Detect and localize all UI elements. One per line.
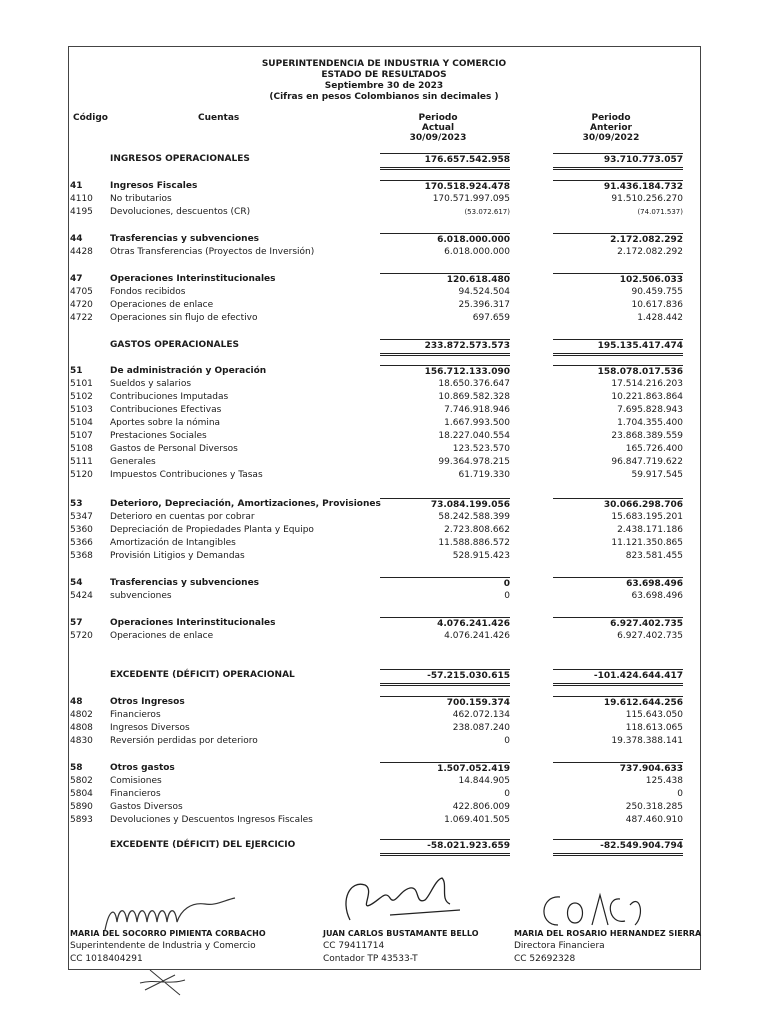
previous-value: 19.378.388.141 xyxy=(611,736,683,746)
previous-value: 63.698.496 xyxy=(553,577,683,591)
signer-1-role: Superintendente de Industria y Comercio xyxy=(70,941,256,951)
group-row xyxy=(70,577,685,590)
previous-value: 17.514.216.203 xyxy=(611,379,683,389)
current-value: 0 xyxy=(504,591,510,601)
account-name: Contribuciones Imputadas xyxy=(110,392,229,402)
table-row xyxy=(70,722,685,735)
account-code: 44 xyxy=(70,234,83,244)
account-name: Impuestos Contribuciones y Tasas xyxy=(110,470,263,480)
table-row xyxy=(70,404,685,417)
group-row xyxy=(70,498,685,511)
current-value: 176.657.542.958 xyxy=(380,153,510,170)
table-row xyxy=(70,430,685,443)
current-value: 10.869.582.328 xyxy=(438,392,510,402)
signature-block-2 xyxy=(323,927,479,966)
account-name: Operaciones sin flujo de efectivo xyxy=(110,313,258,323)
current-value: 1.667.993.500 xyxy=(444,418,510,428)
signer-2-name: JUAN CARLOS BUSTAMANTE BELLO xyxy=(323,929,479,938)
signer-1-id: CC 1018404291 xyxy=(70,954,143,964)
previous-value: 30.066.298.706 xyxy=(553,498,683,512)
table-row xyxy=(70,312,685,325)
current-value: 0 xyxy=(504,736,510,746)
current-value: 4.076.241.426 xyxy=(380,617,510,631)
group-row xyxy=(70,273,685,286)
account-name: Provisión Litigios y Demandas xyxy=(110,551,245,561)
table-row xyxy=(70,417,685,430)
col-current xyxy=(393,113,483,143)
previous-value: 23.868.389.559 xyxy=(611,431,683,441)
table-row xyxy=(70,801,685,814)
signer-3-id: CC 52692328 xyxy=(514,954,576,964)
col-previous xyxy=(566,113,656,143)
col-current-line3: 30/09/2023 xyxy=(409,133,467,143)
table-row xyxy=(70,378,685,391)
col-current-line2: Actual xyxy=(421,123,455,133)
account-name: Otros gastos xyxy=(110,763,175,773)
current-value: 422.806.009 xyxy=(452,802,510,812)
account-code: 4808 xyxy=(70,723,93,733)
current-value: -58.021.923.659 xyxy=(380,839,510,856)
current-value: 238.087.240 xyxy=(452,723,510,733)
account-code: 58 xyxy=(70,763,83,773)
account-code: 5893 xyxy=(70,815,93,825)
table-row xyxy=(70,193,685,206)
current-value: 61.719.330 xyxy=(458,470,510,480)
account-name: Operaciones Interinstitucionales xyxy=(110,274,276,284)
col-previous-line3: 30/09/2022 xyxy=(582,133,640,143)
account-name: Fondos recibidos xyxy=(110,287,186,297)
col-accounts: Cuentas xyxy=(198,113,240,123)
previous-value: 125.438 xyxy=(645,776,683,786)
account-name: Prestaciones Sociales xyxy=(110,431,207,441)
previous-value: 250.318.285 xyxy=(625,802,683,812)
account-name: Trasferencias y subvenciones xyxy=(110,578,260,588)
current-value: 14.844.905 xyxy=(458,776,510,786)
previous-value: 823.581.455 xyxy=(625,551,683,561)
previous-value: 118.613.065 xyxy=(625,723,683,733)
current-value: 120.618.480 xyxy=(380,273,510,287)
table-row xyxy=(70,299,685,312)
table-row xyxy=(70,511,685,524)
signature-block-1 xyxy=(70,927,266,966)
table-row xyxy=(70,246,685,259)
current-value: 528.915.423 xyxy=(452,551,510,561)
previous-value: 63.698.496 xyxy=(631,591,683,601)
previous-value: 158.078.017.536 xyxy=(553,365,683,379)
account-name: subvenciones xyxy=(110,591,172,601)
previous-value: -82.549.904.794 xyxy=(553,839,683,856)
current-value: 6.018.000.000 xyxy=(444,247,510,257)
previous-value: 165.726.400 xyxy=(625,444,683,454)
previous-value: 10.221.863.864 xyxy=(611,392,683,402)
entity-name: SUPERINTENDENCIA DE INDUSTRIA Y COMERCIO xyxy=(261,59,507,69)
account-name: Financieros xyxy=(110,789,161,799)
group-row xyxy=(70,233,685,246)
previous-value: 15.683.195.201 xyxy=(611,512,683,522)
account-code: 5120 xyxy=(70,470,93,480)
account-code: 54 xyxy=(70,578,83,588)
current-value: 156.712.133.090 xyxy=(380,365,510,379)
table-row xyxy=(70,814,685,827)
previous-value: 102.506.033 xyxy=(553,273,683,287)
group-row xyxy=(70,617,685,630)
current-value: 11.588.886.572 xyxy=(438,538,510,548)
signature-block-3 xyxy=(514,927,701,966)
account-code: 5104 xyxy=(70,418,93,428)
previous-value: -101.424.644.417 xyxy=(553,669,683,686)
statement-date: Septiembre 30 de 2023 xyxy=(324,81,444,91)
account-name: Ingresos Fiscales xyxy=(110,181,198,191)
account-name: Reversión perdidas por deterioro xyxy=(110,736,258,746)
account-name: Trasferencias y subvenciones xyxy=(110,234,260,244)
table-row xyxy=(70,391,685,404)
account-name: Devoluciones y Descuentos Ingresos Fiscales xyxy=(110,815,313,825)
account-code: 5368 xyxy=(70,551,93,561)
current-value: 18.650.376.647 xyxy=(438,379,510,389)
current-value: 0 xyxy=(504,789,510,799)
account-name: Contribuciones Efectivas xyxy=(110,405,222,415)
account-code: 5366 xyxy=(70,538,93,548)
current-value: 123.523.570 xyxy=(452,444,510,454)
table-row xyxy=(70,788,685,801)
account-name: Otros Ingresos xyxy=(110,697,185,707)
table-row xyxy=(70,443,685,456)
current-value: 0 xyxy=(380,577,510,591)
signer-1-name: MARIA DEL SOCORRO PIMIENTA CORBACHO xyxy=(70,929,266,938)
previous-value: 91.436.184.732 xyxy=(553,180,683,194)
account-code: 5802 xyxy=(70,776,93,786)
table-row xyxy=(70,775,685,788)
account-name: Operaciones de enlace xyxy=(110,631,214,641)
current-value: 94.524.504 xyxy=(458,287,510,297)
account-name: Depreciación de Propiedades Planta y Equipo xyxy=(110,525,314,535)
account-code: 4195 xyxy=(70,207,93,217)
total-row xyxy=(70,153,685,166)
account-code: 4802 xyxy=(70,710,93,720)
previous-value: 93.710.773.057 xyxy=(553,153,683,170)
account-code: 5108 xyxy=(70,444,93,454)
account-name: Financieros xyxy=(110,710,161,720)
previous-value: 0 xyxy=(677,789,683,799)
account-code: 5103 xyxy=(70,405,93,415)
current-value: 6.018.000.000 xyxy=(380,233,510,247)
previous-value: 90.459.755 xyxy=(631,287,683,297)
account-name: Deterioro en cuentas por cobrar xyxy=(110,512,255,522)
account-name: EXCEDENTE (DÉFICIT) OPERACIONAL xyxy=(110,670,295,680)
account-code: 4428 xyxy=(70,247,93,257)
account-name: Generales xyxy=(110,457,156,467)
account-code: 51 xyxy=(70,366,83,376)
signer-2-role: CC 79411714 xyxy=(323,941,385,951)
account-code: 5101 xyxy=(70,379,93,389)
previous-value: 10.617.836 xyxy=(631,300,683,310)
col-previous-line1: Periodo xyxy=(591,113,631,123)
current-value: 58.242.588.399 xyxy=(438,512,510,522)
previous-value: 6.927.402.735 xyxy=(553,617,683,631)
table-row xyxy=(70,709,685,722)
previous-value: (74.071.537) xyxy=(637,208,683,216)
account-name: Gastos de Personal Diversos xyxy=(110,444,238,454)
current-value: (53.072.617) xyxy=(464,208,510,216)
current-value: 2.723.808.662 xyxy=(444,525,510,535)
total-row xyxy=(70,339,685,352)
account-code: 4720 xyxy=(70,300,93,310)
total-row xyxy=(70,839,685,852)
account-name: Sueldos y salarios xyxy=(110,379,192,389)
account-code: 48 xyxy=(70,697,83,707)
account-name: Operaciones de enlace xyxy=(110,300,214,310)
table-row xyxy=(70,524,685,537)
account-code: 5890 xyxy=(70,802,93,812)
account-code: 4705 xyxy=(70,287,93,297)
previous-value: 96.847.719.622 xyxy=(611,457,683,467)
account-name: Ingresos Diversos xyxy=(110,723,190,733)
total-row xyxy=(70,669,685,682)
previous-value: 7.695.828.943 xyxy=(617,405,683,415)
account-name: Otras Transferencias (Proyectos de Inversión) xyxy=(110,247,315,257)
signer-3-role: Directora Financiera xyxy=(514,941,605,951)
previous-value: 19.612.644.256 xyxy=(553,696,683,710)
current-value: 25.396.317 xyxy=(458,300,510,310)
previous-value: 91.510.256.270 xyxy=(611,194,683,204)
account-code: 5424 xyxy=(70,591,93,601)
current-value: 18.227.040.554 xyxy=(438,431,510,441)
signature-2-scribble xyxy=(330,870,470,930)
account-name: EXCEDENTE (DÉFICIT) DEL EJERCICIO xyxy=(110,840,296,850)
account-name: De administración y Operación xyxy=(110,366,267,376)
account-code: 47 xyxy=(70,274,83,284)
group-row xyxy=(70,180,685,193)
previous-value: 2.172.082.292 xyxy=(553,233,683,247)
group-row xyxy=(70,365,685,378)
current-value: 233.872.573.573 xyxy=(380,339,510,356)
previous-value: 737.904.633 xyxy=(553,762,683,776)
account-code: 5804 xyxy=(70,789,93,799)
table-row xyxy=(70,286,685,299)
current-value: 4.076.241.426 xyxy=(444,631,510,641)
table-row xyxy=(70,469,685,482)
account-name: No tributarios xyxy=(110,194,172,204)
col-current-line1: Periodo xyxy=(418,113,458,123)
table-row xyxy=(70,630,685,643)
current-value: 462.072.134 xyxy=(452,710,510,720)
account-name: GASTOS OPERACIONALES xyxy=(110,340,239,350)
table-row xyxy=(70,590,685,603)
previous-value: 195.135.417.474 xyxy=(553,339,683,356)
currency-note: (Cifras en pesos Colombianos sin decimales ) xyxy=(269,92,499,102)
current-value: 1.507.052.419 xyxy=(380,762,510,776)
group-row xyxy=(70,696,685,709)
account-code: 5111 xyxy=(70,457,93,467)
table-row xyxy=(70,735,685,748)
previous-value: 115.643.050 xyxy=(625,710,683,720)
previous-value: 6.927.402.735 xyxy=(617,631,683,641)
account-code: 5720 xyxy=(70,631,93,641)
account-name: Aportes sobre la nómina xyxy=(110,418,221,428)
account-name: Amortización de Intangibles xyxy=(110,538,236,548)
current-value: -57.215.030.615 xyxy=(380,669,510,686)
table-row xyxy=(70,550,685,563)
account-code: 4830 xyxy=(70,736,93,746)
previous-value: 59.917.545 xyxy=(631,470,683,480)
table-row xyxy=(70,456,685,469)
account-name: Operaciones Interinstitucionales xyxy=(110,618,276,628)
current-value: 73.084.199.056 xyxy=(380,498,510,512)
account-code: 5107 xyxy=(70,431,93,441)
account-code: 41 xyxy=(70,181,83,191)
col-previous-line2: Anterior xyxy=(590,123,632,133)
previous-value: 2.438.171.186 xyxy=(617,525,683,535)
account-name: Devoluciones, descuentos (CR) xyxy=(110,207,251,217)
current-value: 697.659 xyxy=(472,313,510,323)
previous-value: 11.121.350.865 xyxy=(611,538,683,548)
account-code: 4722 xyxy=(70,313,93,323)
account-code: 5347 xyxy=(70,512,93,522)
account-name: Comisiones xyxy=(110,776,162,786)
previous-value: 1.428.442 xyxy=(637,313,683,323)
current-value: 170.571.997.095 xyxy=(432,194,510,204)
col-code: Código xyxy=(73,113,108,123)
account-code: 4110 xyxy=(70,194,93,204)
previous-value: 2.172.082.292 xyxy=(617,247,683,257)
current-value: 7.746.918.946 xyxy=(444,405,510,415)
group-row xyxy=(70,762,685,775)
statement-title: ESTADO DE RESULTADOS xyxy=(321,70,447,80)
current-value: 700.159.374 xyxy=(380,696,510,710)
signer-2-id: Contador TP 43533-T xyxy=(323,954,418,964)
table-row xyxy=(70,206,685,219)
current-value: 99.364.978.215 xyxy=(438,457,510,467)
account-code: 57 xyxy=(70,618,83,628)
table-row xyxy=(70,537,685,550)
account-code: 53 xyxy=(70,499,83,509)
account-name: Gastos Diversos xyxy=(110,802,183,812)
previous-value: 487.460.910 xyxy=(625,815,683,825)
account-code: 5102 xyxy=(70,392,93,402)
current-value: 1.069.401.505 xyxy=(444,815,510,825)
previous-value: 1.704.355.400 xyxy=(617,418,683,428)
current-value: 170.518.924.478 xyxy=(380,180,510,194)
account-name: Deterioro, Depreciación, Amortizaciones, Provisiones xyxy=(110,499,381,509)
signer-3-name: MARIA DEL ROSARIO HERNANDEZ SIERRA xyxy=(514,929,702,938)
account-code: 5360 xyxy=(70,525,93,535)
account-name: INGRESOS OPERACIONALES xyxy=(110,154,250,164)
